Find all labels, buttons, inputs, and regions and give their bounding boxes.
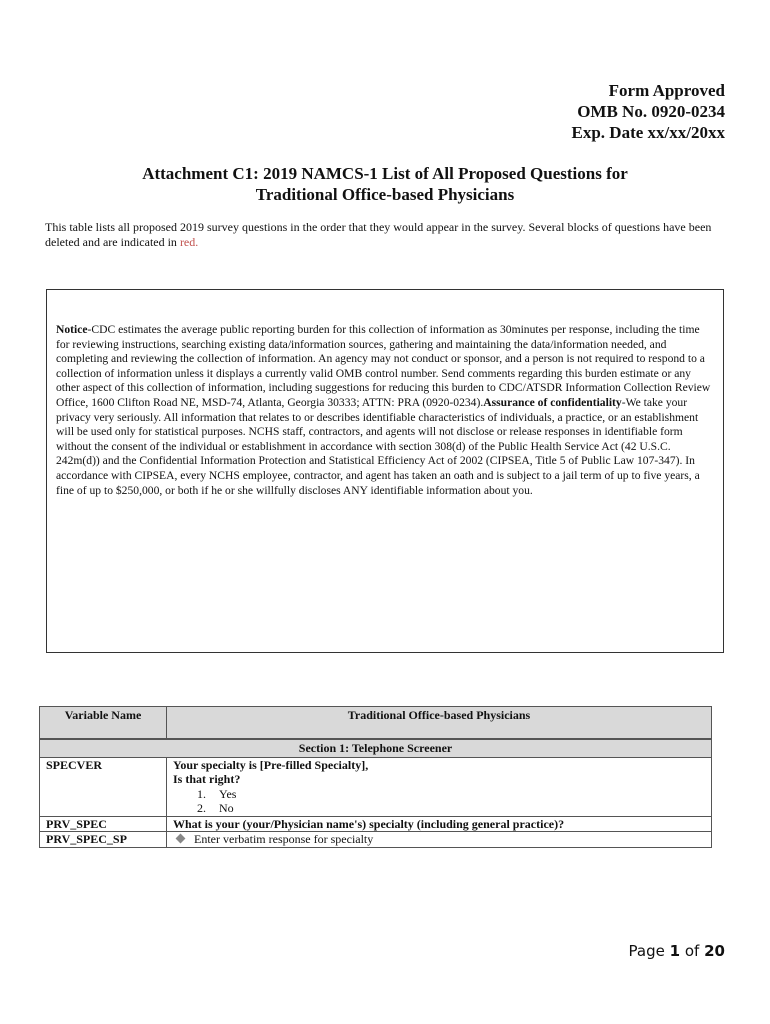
question-line-1: Your specialty is [Pre-filled Specialty], xyxy=(173,757,369,772)
intro-red-word: red xyxy=(179,235,196,249)
instruction-text: Enter verbatim response for specialty xyxy=(194,832,374,846)
assurance-text: -We take your privacy very seriously. All information that relates to or describes identifiable characteristics of individuals, a practice, or an establishment will be used only for statistical purposes. NCHS staff, contractors, and agents will not disclose or release responses in identifiable form without the consent of the individual or establishment in accordance with section 308(d) of the Public Health Service Act (42 U.S.C. 242m(d)) and the Confidential Information Protection and Statistical Efficiency Act of 2002 (CIPSEA, Title 5 of Public Law 107-347). In accordance with CIPSEA, every NCHS employee, contractor, and agent has taken an oath and is subject to a jail term of up to five years, a fine of up to $250,000, or both if he or she willfully discloses ANY identifiable information about you. xyxy=(56,395,700,497)
question-cell xyxy=(167,832,712,848)
diamond-bullet-icon xyxy=(176,834,186,844)
notice-paragraph xyxy=(56,323,713,498)
variable-cell: SPECVER xyxy=(40,757,167,816)
document-title xyxy=(45,163,725,205)
intro-paragraph xyxy=(45,220,725,250)
question-text: What is your (your/Physician name's) specialty (including general practice)? xyxy=(173,816,565,831)
variable-cell: PRV_SPEC_SP xyxy=(40,832,167,848)
notice-label: Notice xyxy=(56,323,88,336)
section-title: Section 1: Telephone Screener xyxy=(40,739,712,757)
assurance-label: Assurance of confidentiality xyxy=(483,395,622,409)
option-number: 2. xyxy=(197,801,206,815)
option-number: 1. xyxy=(197,786,206,801)
answer-option xyxy=(173,801,705,816)
total-pages: 20 xyxy=(704,942,725,960)
answer-option xyxy=(173,787,705,802)
page-number xyxy=(629,942,725,960)
option-text: No xyxy=(219,801,234,815)
questions-table xyxy=(39,706,712,848)
answer-options xyxy=(173,787,705,816)
omb-number: OMB No. 0920-0234 xyxy=(577,102,725,121)
option-text: Yes xyxy=(219,786,237,801)
question-cell xyxy=(167,816,712,832)
section-row xyxy=(40,739,712,757)
header-variable-name: Variable Name xyxy=(40,707,167,740)
title-line-1: Attachment C1: 2019 NAMCS-1 List of All Proposed Questions for xyxy=(142,164,628,183)
header-physicians: Traditional Office-based Physicians xyxy=(167,707,712,740)
form-approval-header xyxy=(572,80,725,143)
notice-text: -CDC estimates the average public reporting burden for this collection of information as 30minutes per response, including the time for reviewing instructions, searching existing data/information sources, gathering and maintaining the data/information needed, and completing and reviewing the collection of information. An agency may not conduct or sponsor, and a person is not required to respond to a collection of information unless it displays a currently valid OMB control number. Send comments regarding this burden estimate or any other aspect of this collection of information, including suggestions for reducing this burden to CDC/ATSDR Information Collection Review Office, 1600 Clifton Road NE, MSD-74, Atlanta, Georgia 30333; ATTN: PRA (0920-0234). xyxy=(56,323,711,409)
of-word: of xyxy=(684,942,700,960)
current-page: 1 xyxy=(669,942,681,960)
title-line-2: Traditional Office-based Physicians xyxy=(255,185,515,204)
expiration-date: Exp. Date xx/xx/20xx xyxy=(571,123,725,142)
question-line-2: Is that right? xyxy=(173,772,241,786)
table-row xyxy=(40,757,712,816)
table-row xyxy=(40,832,712,848)
table-header-row xyxy=(40,707,712,740)
variable-cell: PRV_SPEC xyxy=(40,816,167,832)
intro-text: This table lists all proposed 2019 survey questions in the order that they would appear in the survey. Several blocks of questions have been deleted and are indicated in xyxy=(45,220,712,249)
notice-box xyxy=(46,289,724,653)
table-row xyxy=(40,816,712,832)
form-approved-label: Form Approved xyxy=(608,81,725,100)
intro-end: . xyxy=(195,235,199,249)
question-cell xyxy=(167,757,712,816)
page-word: Page xyxy=(628,942,665,960)
